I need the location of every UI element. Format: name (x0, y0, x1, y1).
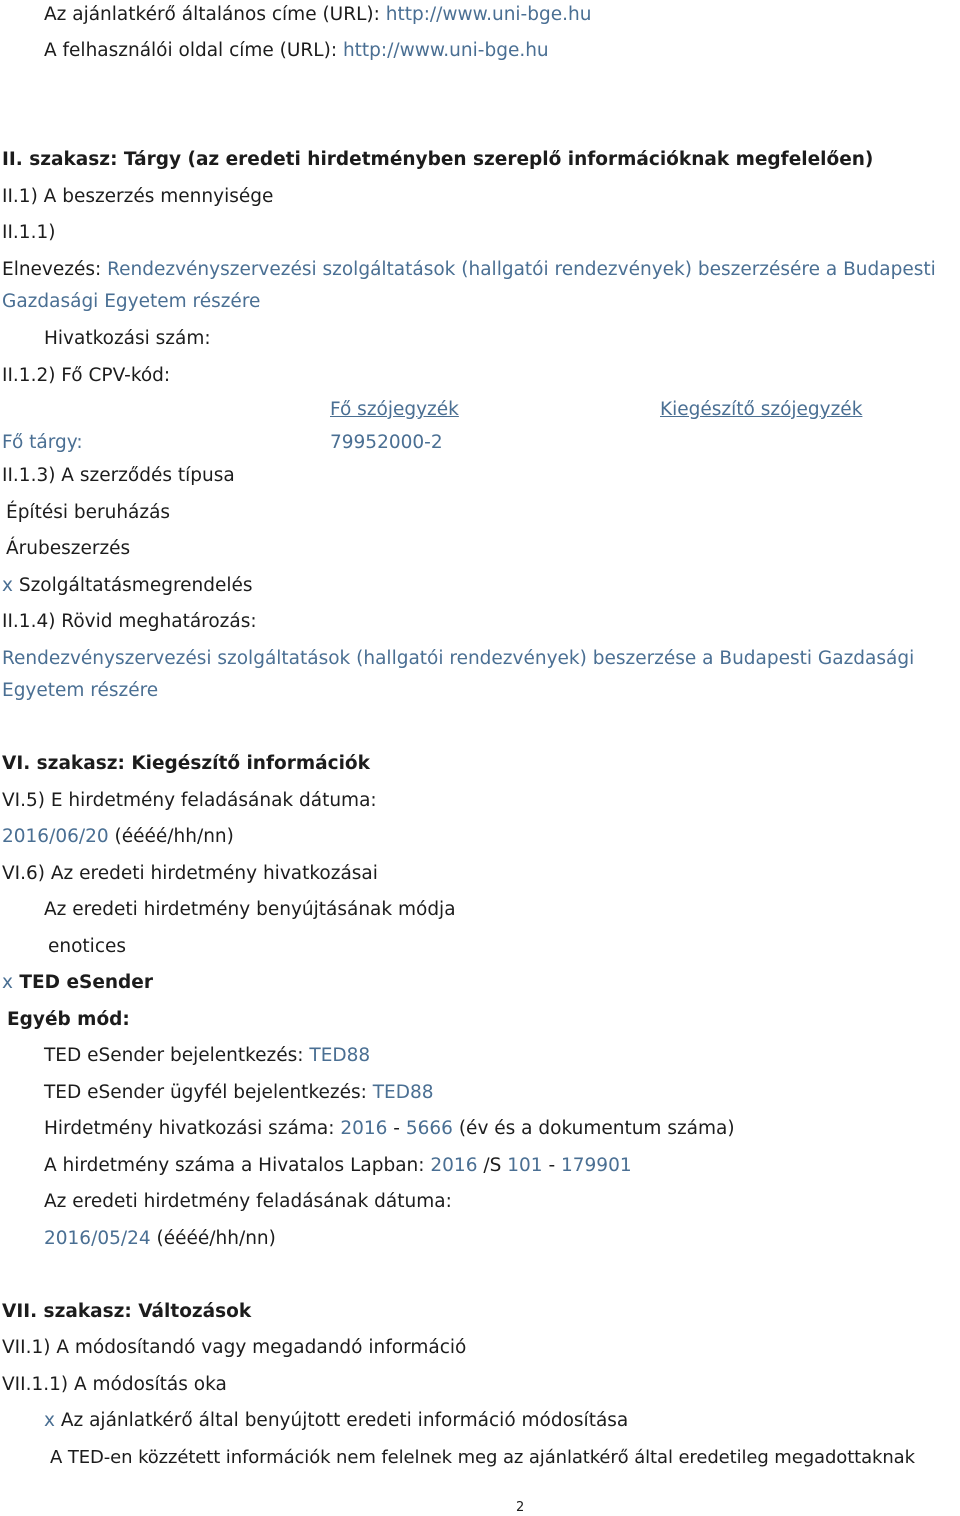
buyer-profile-label: A felhasználói oldal címe (URL): (44, 40, 338, 61)
section-7-title: VII. szakasz: Változások (2, 1301, 252, 1322)
oj-number-label: A hirdetmény száma a Hivatalos Lapban: (44, 1155, 425, 1176)
contract-type-services (2, 574, 253, 598)
checked-mark: x (2, 575, 13, 596)
esender-client-login-label: TED eSender ügyfél bejelentkezés: (44, 1082, 367, 1103)
notice-reference-number: 5666 (405, 1118, 453, 1139)
contracting-url-line (44, 3, 591, 27)
buyer-profile-line (44, 39, 549, 63)
oj-year: 2016 (430, 1155, 478, 1176)
buyer-profile-link[interactable]: http://www.uni-bge.hu (342, 40, 549, 61)
section-6-title: VI. szakasz: Kiegészítő információk (2, 753, 370, 774)
change-reason-selected (44, 1409, 628, 1433)
section-2-title: II. szakasz: Tárgy (az eredeti hirdetményben szereplő információknak megfelelően) (2, 149, 874, 170)
original-dispatch-date-value: 2016/05/24 (44, 1228, 151, 1249)
ted-esender-option (2, 971, 153, 995)
notice-reference-label: Hirdetmény hivatkozási száma: (44, 1118, 335, 1139)
short-description-continued: Egyetem részére (2, 680, 159, 701)
section-7-1-heading: VII.1) A módosítandó vagy megadandó információ (2, 1337, 467, 1358)
cpv-main-vocabulary-header: Fő szójegyzék (330, 399, 459, 420)
cpv-main-subject-label: Fő tárgy: (2, 432, 83, 453)
section-2-1-1-heading: II.1.1) (2, 222, 56, 243)
original-dispatch-date-label: Az eredeti hirdetmény feladásának dátuma: (44, 1191, 452, 1212)
dispatch-date-format: (éééé/hh/nn) (114, 826, 234, 847)
oj-notice-number: 179901 (561, 1155, 632, 1176)
enotices-option: enotices (48, 936, 127, 957)
page-number: 2 (516, 1500, 525, 1515)
checked-mark: x (44, 1410, 55, 1431)
ted-esender-label: TED eSender (19, 972, 153, 993)
other-mode-option: Egyéb mód: (7, 1009, 130, 1030)
oj-separator: - (542, 1155, 561, 1176)
section-2-1-4-heading: II.1.4) Rövid meghatározás: (2, 611, 257, 632)
oj-number-line (44, 1154, 632, 1178)
notice-reference-separator: - (387, 1118, 406, 1139)
change-reason-other: A TED-en közzétett információk nem felelnek meg az ajánlatkérő által eredetileg megadottaknak (50, 1447, 915, 1468)
title-value: Rendezvényszervezési szolgáltatások (hallgatói rendezvények) beszerzésére a Budapesti (107, 259, 936, 280)
title-line (2, 258, 936, 282)
section-2-1-2-heading: II.1.2) Fő CPV-kód: (2, 365, 171, 386)
contract-type-services-label: Szolgáltatásmegrendelés (18, 575, 253, 596)
esender-login-value: TED88 (309, 1045, 371, 1066)
title-label: Elnevezés: (2, 259, 102, 280)
submission-method-label: Az eredeti hirdetmény benyújtásának módja (44, 899, 456, 920)
esender-client-login-line (44, 1081, 434, 1105)
notice-reference-year: 2016 (340, 1118, 388, 1139)
esender-client-login-value: TED88 (372, 1082, 434, 1103)
original-dispatch-date-format: (éééé/hh/nn) (156, 1228, 276, 1249)
cpv-supplementary-vocabulary-header: Kiegészítő szójegyzék (660, 399, 863, 420)
contracting-url-label: Az ajánlatkérő általános címe (URL): (44, 4, 380, 25)
change-reason-selected-label: Az ajánlatkérő által benyújtott eredeti információ módosítása (60, 1410, 629, 1431)
oj-issue: 101 (507, 1155, 543, 1176)
dispatch-date-value: 2016/06/20 (2, 826, 109, 847)
section-7-1-1-heading: VII.1.1) A módosítás oka (2, 1374, 227, 1395)
original-dispatch-date-line (44, 1227, 276, 1251)
dispatch-date-line (2, 825, 234, 849)
notice-reference-suffix: (év és a dokumentum száma) (458, 1118, 735, 1139)
section-2-1-heading: II.1) A beszerzés mennyisége (2, 186, 274, 207)
section-6-5-heading: VI.5) E hirdetmény feladásának dátuma: (2, 790, 377, 811)
contract-type-supplies: Árubeszerzés (6, 538, 131, 559)
esender-login-line (44, 1044, 370, 1068)
oj-series: /S (483, 1155, 502, 1176)
notice-reference-line (44, 1117, 735, 1141)
reference-number-label: Hivatkozási szám: (44, 328, 211, 349)
contracting-url-link[interactable]: http://www.uni-bge.hu (385, 4, 592, 25)
checked-mark: x (2, 972, 13, 993)
short-description: Rendezvényszervezési szolgáltatások (hallgatói rendezvények) beszerzése a Budapesti Gazdasági (2, 648, 915, 669)
cpv-main-subject-code: 79952000-2 (330, 432, 443, 453)
section-2-1-3-heading: II.1.3) A szerződés típusa (2, 465, 235, 486)
contract-type-works: Építési beruházás (6, 502, 171, 523)
section-6-6-heading: VI.6) Az eredeti hirdetmény hivatkozásai (2, 863, 378, 884)
esender-login-label: TED eSender bejelentkezés: (44, 1045, 304, 1066)
title-value-continued: Gazdasági Egyetem részére (2, 291, 261, 312)
